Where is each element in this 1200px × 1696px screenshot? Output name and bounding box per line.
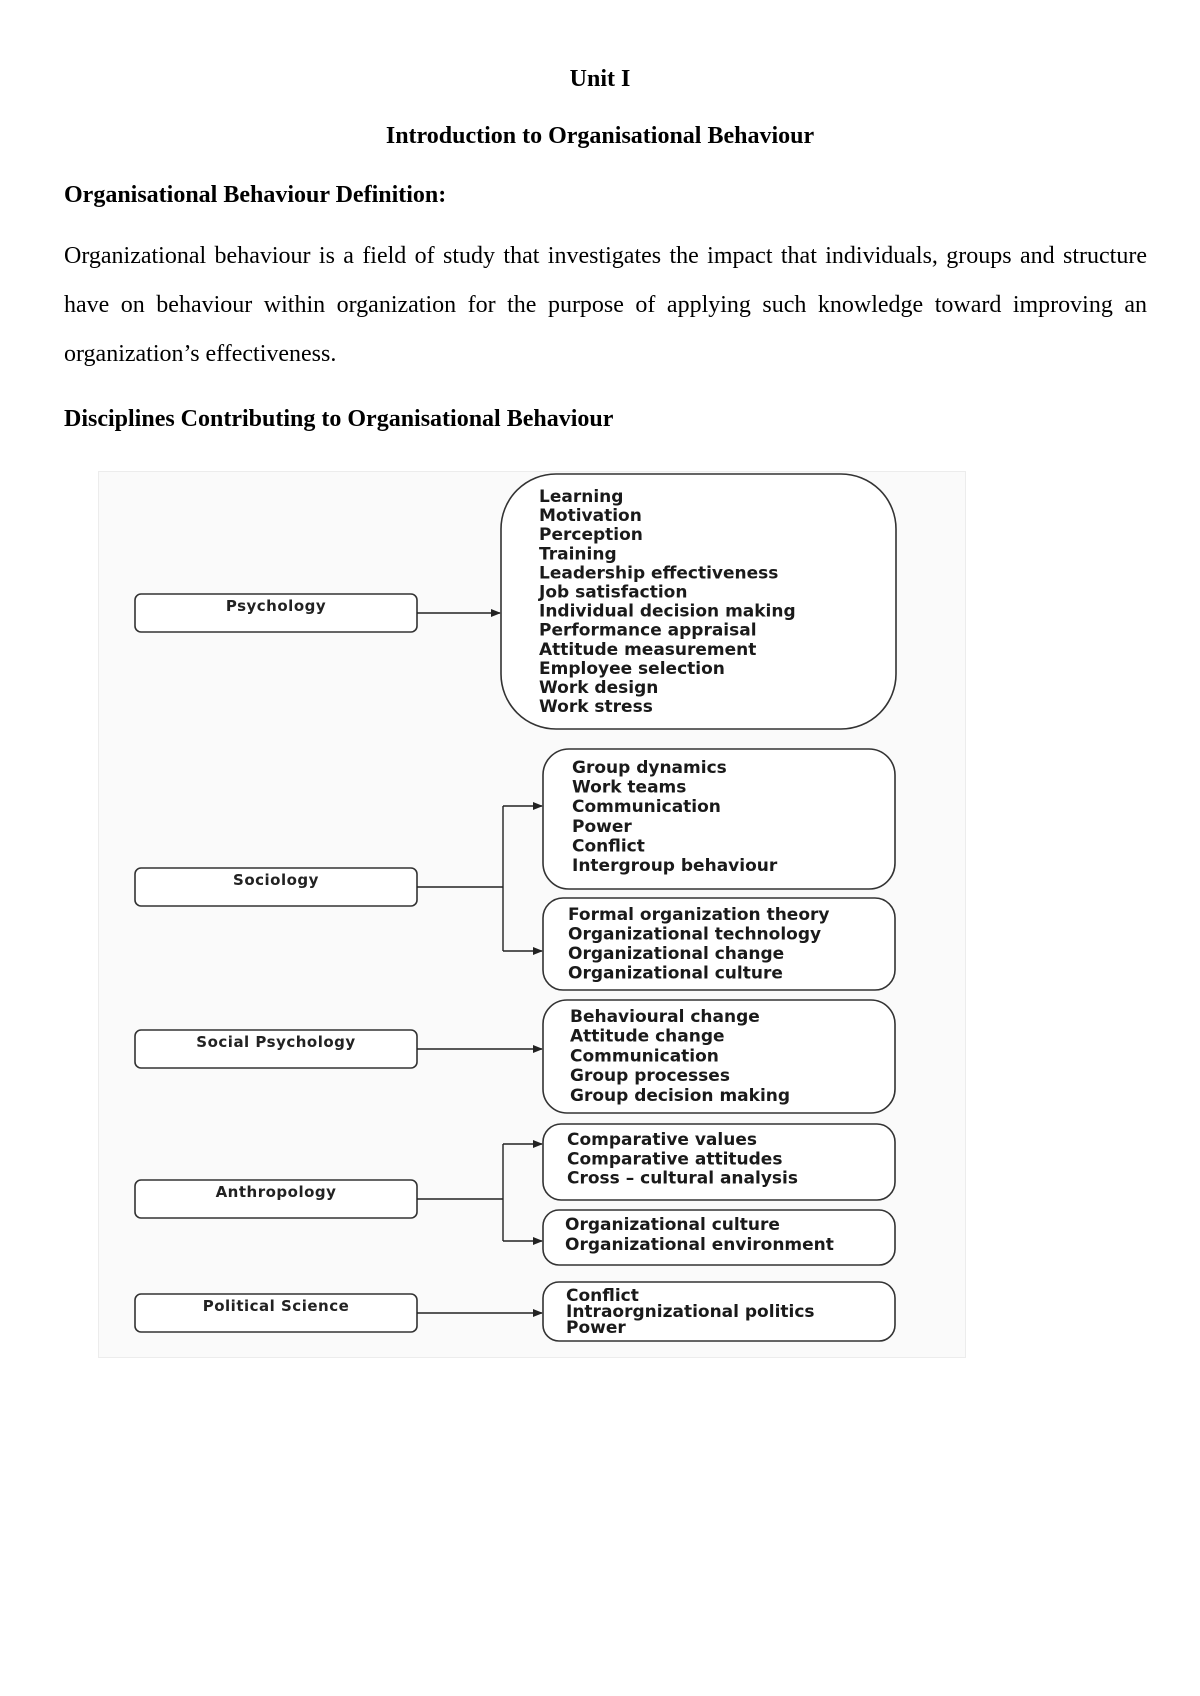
discipline-group [135,1282,895,1341]
disciplines-diagram [98,471,966,1358]
topic-item: Behavioural change [570,1007,760,1027]
topic-item: Power [566,1318,626,1338]
topic-item: Cross – cultural analysis [567,1168,798,1189]
topic-item: Conflict [572,836,645,857]
topic-item: Work stress [539,697,653,718]
discipline-label: Anthropology [215,1183,337,1201]
discipline-group [135,749,895,990]
discipline-label: Psychology [225,597,327,615]
topic-item: Power [572,816,632,837]
topic-item: Comparative attitudes [567,1149,783,1170]
topic-item: Comparative values [567,1130,757,1150]
definition-heading: Organisational Behaviour Definition: [64,182,447,208]
topic-item: Learning [539,487,624,507]
discipline-group [135,1000,895,1113]
topic-item: Organizational change [568,944,785,964]
topic-box-group [543,1282,895,1341]
chapter-title: Introduction to Organisational Behaviour [385,123,815,149]
topic-item: Organizational technology [568,924,822,945]
topic-item: Intraorgnizational politics [566,1302,815,1322]
topic-item: Group dynamics [572,758,727,778]
topic-item: Attitude measurement [539,639,757,660]
topic-item: Organizational culture [568,963,783,984]
topic-item: Communication [572,797,721,818]
unit-title: Unit I [569,66,631,92]
discipline-group [135,1124,895,1265]
discipline-label: Sociology [233,871,319,889]
topic-item: Formal organization theory [568,905,830,925]
topic-item: Work teams [572,777,687,798]
topic-item: Intergroup behaviour [572,856,778,876]
topic-item: Conflict [566,1286,639,1306]
topic-item: Organizational culture [565,1215,780,1235]
topic-item: Job satisfaction [539,582,688,603]
topic-item: Perception [539,525,643,546]
discipline-group [135,474,896,729]
topic-box-group [543,1000,895,1113]
topic-box-group [543,749,895,889]
topic-box-group [543,1124,895,1200]
topic-item: Leadership effectiveness [539,563,779,584]
topic-item: Performance appraisal [539,620,757,641]
discipline-label: Political Science [202,1297,350,1315]
topic-item: Employee selection [539,658,725,679]
definition-paragraph: Organizational behaviour is a field of study that investigates the impact that individuals, groups and structure have on behaviour within organization for the purpose of applying such knowledge toward improving an organization’s effectiveness. [64,243,1147,367]
discipline-label: Social Psychology [196,1033,356,1051]
topic-box-group [543,898,895,990]
topic-item: Individual decision making [539,601,796,622]
disciplines-heading: Disciplines Contributing to Organisational Behaviour [64,406,614,432]
topic-item: Group processes [570,1066,730,1087]
topic-box-group [543,1210,895,1265]
topic-item: Group decision making [570,1085,791,1106]
topic-item: Communication [570,1046,719,1067]
topic-item: Organizational environment [565,1235,834,1255]
topic-item: Work design [539,678,659,698]
topic-box-group [501,474,896,729]
topic-item: Training [539,544,617,565]
topic-item: Attitude change [570,1026,725,1047]
topic-item: Motivation [539,506,642,527]
